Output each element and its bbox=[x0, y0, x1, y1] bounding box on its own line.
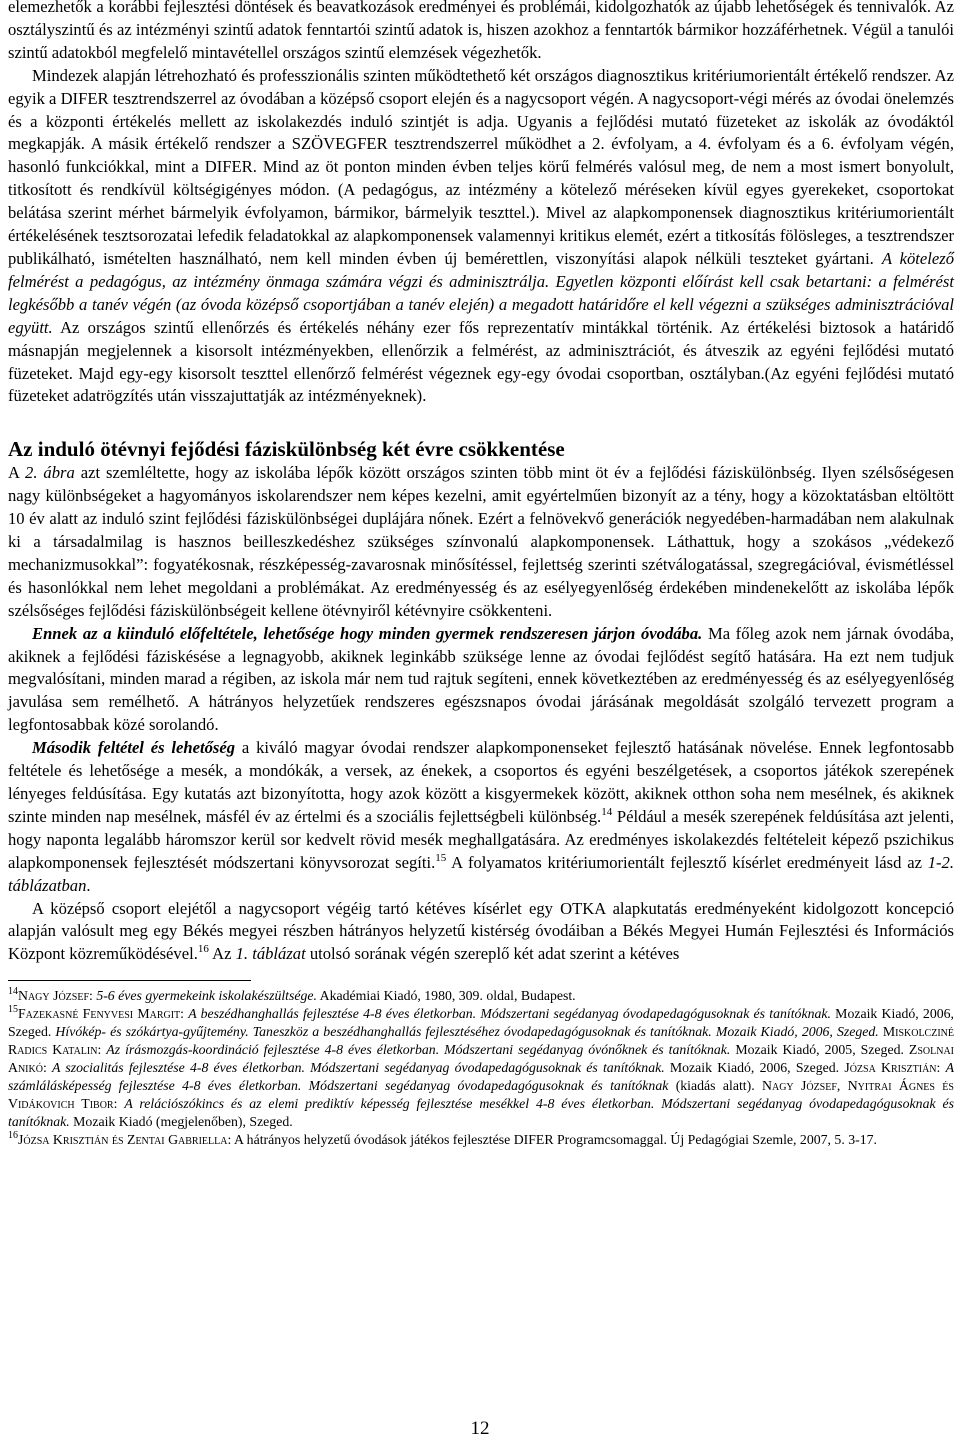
paragraph-second-condition bbox=[8, 737, 954, 897]
paragraph-text: Ma főleg azok nem járnak óvodába, akiknek a fejlődési fáziskésése a legnagyobb, akiknek leginkább szüksége lenne az óvodai fejlődést segítő hatására. Ha ezt nem tudjuk megvalósítani, minden marad a régiben, az iskola már nem tud rajtuk segíteni, ennek következtében az eredményesség és az esélyegyenlőség javulása sem remélhető. A hátrányos helyzetűek rendszeres egészsnapos óvodai járásának megoldását szolgáló tervezett program a legfontosabbak közé sorolandó. bbox=[8, 623, 954, 735]
paragraph-kindergarten-attendance bbox=[8, 623, 954, 738]
paragraph-text: utolsó sorának végén szereplő két adat szerint a kétéves bbox=[309, 944, 680, 964]
footnote-title: A szocialitás fejlesztése 4-8 éves életkorban. Módszertani segédanyag óvodapedagógusoknak és tanítóknak. bbox=[52, 1059, 665, 1075]
footnote-text: Mozaik Kiadó, 2006, Szeged. bbox=[669, 1059, 840, 1075]
emphasis-text: Ennek az a kiinduló előfeltétele, lehetősége hogy minden gyermek rendszeresen járjon óvodába. bbox=[32, 623, 703, 643]
footnote-author: Miskolcziné Radics Katalin bbox=[8, 1024, 954, 1057]
paragraph-phase-difference bbox=[8, 462, 954, 622]
footnote-title: A beszédhanghallás fejlesztése 4-8 éves életkorban. Módszertani segédanyag óvodapedagógusoknak és tanítóknak. bbox=[188, 1006, 831, 1022]
footnote-text: Mozaik Kiadó, 2006, Szeged. bbox=[8, 1006, 954, 1040]
footnote-author: Nagy József bbox=[18, 988, 90, 1004]
footnote-author: Józsa Krisztián bbox=[844, 1059, 937, 1075]
footnote-15: $^{15}$Fazekasné Fenyvesi Margit: A beszédhanghallás fejlesztése 4-8 éves életkorban. Módszertani segédanyag óvodapedagógusoknak és tanítóknak. Mozaik Kiadó, 2006, Szeged. Hívókép- és szókártya-gyűjtemény. Taneszköz a beszédhanghallás fejlesztéséhez óvodapedagógusoknak és tanítóknak. Mozaik Kiadó, 2006, Szeged. Miskolcziné Radics Katalin: Az írásmozgás-koordináció fejlesztése 4-8 éves életkorban. Módszertani segédanyag óvónőknek és tanítóknak. Mozaik Kiadó, 2005, Szeged. Zsolnai Anikó: A szocialitás fejlesztése 4-8 éves életkorban. Módszertani segédanyag óvodapedagógusoknak és tanítóknak. Mozaik Kiadó, 2006, Szeged. Józsa Krisztián: A számlálásképesség fejlesztése 4-8 éves életkorban. Módszertani segédanyag óvodapedagógusoknak és tanítóknak (kiadás alatt). Nagy József, Nyitrai Ágnes és Vidákovich Tibor: A relációszókincs és az elemi prediktív képesség fejlesztése mesékkel 4-8 éves életkorban. Módszertani segédanyag óvodapedagógusoknak és tanítóknak. Mozaik Kiadó (megjelenőben), Szeged. bbox=[8, 1004, 954, 1129]
paragraph-text: Például a mesék szerepének feldúsítása azt jelenti, hogy naponta legalább háromszor kerül sor kedvelt rövid mesék meghallgatására. Az eredményes iskolakezdés feltételeit képező pszichikus alapkomponensek fejlesztését módszertani könyvsorozat segíti. bbox=[8, 806, 954, 872]
footnote-author: Nagy József, Nyitrai Ágnes és Vidákovich Tibor bbox=[8, 1077, 954, 1111]
footnote-16: $^{16}$Józsa Krisztián és Zentai Gabriella: A hátrányos helyzetű óvodások játékos fejlesztése DIFER Programcsomaggal. Új Pedagógiai Szemle, 2007, 5. 3-17. bbox=[8, 1129, 877, 1147]
paragraph-data-analysis bbox=[8, 0, 954, 65]
footnote-ref-14[interactable]: 14 bbox=[601, 805, 613, 818]
paragraph-text: A középső csoport elejétől a nagycsoport végéig tartó kétéves kísérlet egy OTKA alapkutatás eredményeként kidolgozott koncepció alapján valósult meg egy Békés megyei részben hátrányos helyzetű kistérség óvodáiban a Békés Megyei Humán Fejlesztési és Információs Központ közreműködésével. bbox=[8, 898, 954, 964]
footnote-author: Józsa Krisztián és Zentai Gabriella bbox=[18, 1131, 228, 1147]
paragraph-text: Mindezek alapján létrehozható és professzionális szinten működtethető két országos diagnosztikus kritériumorientált értékelő rendszer. Az egyik a DIFER tesztrendszerrel az óvodában a középső csoport elején és a nagycsoport végén. A nagycsoport-végi mérés az óvodai önelemzés és a központi értékelés mellett az iskolakezdés induló szintjét is adja. Ugyanis a fejlődési mutató füzeteket az iskolák az óvodáktól megkapják. A másik értékelő rendszer a SZÖVEGFER tesztrendszerrel működhet a 2. évfolyam, a 4. évfolyam és a 6. évfolyam végén, hasonló funkciókkal, mint a DIFER. Mind az öt ponton minden évben teljes körű felmérés valósul meg, de nem a most ismert bonyolult, titkosított és rendkívül költségigényes módon. (A pedagógus, az intézmény a kötelező méréseken kívül egyes gyerekeket, csoportokat belátása szerint mérhet bármelyik évfolyamon, bármikor, bármelyik teszttel.). Mivel az alapkomponensek diagnosztikus kritériumorientált értékelésének tesztsorozatai lefedik feladatokkal az alapkomponensek valamennyi kritikus elemét, ezért a titkosítás fölösleges, a tesztrendszer publikálható, ismételten használható, nem kell minden évben új bemérettlen, viszonyítási alapok nélküli teszteket gyártani. bbox=[8, 65, 954, 268]
footnote-author: Fazekasné Fenyvesi Margit bbox=[18, 1006, 181, 1022]
paragraph-text: a kiváló magyar óvodai rendszer alapkomponenseket fejlesztő hatásának növelése. Ennek legfontosabb feltétele és lehetősége a mesék, a mondókák, a versek, az énekek, a csoportos és egyéni beszélgetések, a csoportos játékok szerepének lényeges feldúsítása. Egy kutatás azt bizonyította, hogy azok között a kisgyermekek között, akiknek otthon soha nem mesélnek, és akiknek szinte minden nap mesélnek, másfél év az értelmi és a szociális fejlettségbeli különbség. bbox=[8, 738, 954, 826]
footnote-title: A számlálásképesség fejlesztése 4-8 éves életkorban. Módszertani segédanyag óvodapedagógusoknak és tanítóknak bbox=[8, 1059, 954, 1093]
page-number: 12 bbox=[470, 1418, 490, 1439]
paragraph-text: Az bbox=[212, 944, 232, 964]
figure-reference: 2. ábra bbox=[25, 463, 75, 483]
paragraph-text: . bbox=[86, 875, 91, 895]
footnote-title: A relációszókincs és az elemi prediktív képesség fejlesztése mesékkel 4-8 éves életkorban. Módszertani segédanyag óvodapedagógusoknak és tanítóknak. bbox=[8, 1095, 954, 1129]
table-reference: 1-2. táblázatban bbox=[8, 852, 955, 895]
document-page bbox=[8, 0, 954, 1148]
footnote-separator bbox=[8, 980, 251, 981]
paragraph-text: Az országos szintű ellenőrzés és értékelés néhány ezer fős reprezentatív mintákkal történik. Az értékelési biztosok a határidő másnapján megjelennek a kisorsolt intézményekben, ellenőrzik a felmérést, az adminisztrációt, és átveszik az egyéni fejlődési mutató füzeteket. Majd egy-egy kisorsolt teszttel ellenőrző felmérést végeznek egy-egy óvodai csoportban, osztályban.(Az egyéni fejlődési mutató füzeteket adatrögzítés után visszajuttatják az intézményeknek). bbox=[8, 317, 954, 406]
footnote-ref-16[interactable]: 16 bbox=[197, 943, 209, 956]
footnote-text: (kiadás alatt). bbox=[675, 1077, 755, 1093]
emphasis-text: Második feltétel és lehetőség bbox=[32, 738, 236, 758]
footnote-number: 15 bbox=[8, 1004, 18, 1016]
footnote-ref-15[interactable]: 15 bbox=[435, 851, 447, 864]
section-heading: Az induló ötévnyi fejődési fáziskülönbség két évre csökkentése bbox=[8, 437, 565, 462]
footnote-author: Zsolnai Anikó bbox=[8, 1041, 954, 1075]
paragraph-text: A bbox=[8, 463, 20, 483]
footnote-number: 16 bbox=[8, 1129, 18, 1141]
paragraph-assessment-system bbox=[8, 65, 954, 409]
paragraph-text: elemezhetők a korábbi fejlesztési döntések és beavatkozások eredményei és problémái, kidolgozhatók az újabb lehetőségek és tennivalók. Az osztályszintű és az intézményi szintű adatok fenntartói szintű adatok is, hiszen azokhoz a fenntartók bármikor hozzáférhetnek. Végül a tanulói szintű adatokból megfelelő mintavétellel országos szintű elemzések végezhetők. bbox=[8, 0, 954, 62]
footnote-text: Mozaik Kiadó, 2005, Szeged. bbox=[735, 1041, 904, 1057]
footnote-number: 14 bbox=[8, 986, 18, 998]
paragraph-text: A folyamatos kritériumorientált fejlesztő kísérlet eredményeit lásd az bbox=[451, 852, 922, 872]
footnote-title: 5-6 éves gyermekeink iskolakészültsége. bbox=[96, 988, 317, 1004]
paragraph-text: azt szemléltette, hogy az iskolába lépők között országos szinten több mint öt év a fejlődési fáziskülönbség. Ilyen szélsőségesen nagy különbségeket a hagyományos iskolarendszer nem képes kezelni, amit egyértelműen bizonyít az a tény, hogy a közoktatásban eltöltött 10 év alatt az induló szint fejlődési fáziskülönbségei duplájára nőnek. Ezért a felnövekvő generációk negyedében-harmadában nem alakulnak ki a társadalmilag is hasznos beilleszkedéshez szükséges színvonalú alapkomponensek. Láthattuk, hogy a szokásos „védekező mechanizmusokkal”: fogyatékosnak, részképesség-zavarosnak minősítéssel, fejlettség szerinti szétválogatással, szegregációval, évismétléssel és hasonlókkal nem lehet megoldani a problémákat. Az eredményesség és az esélyegyenlőség érdekében mindenekelőtt az iskolába lépők szélsőséges fejlődési fáziskülönbségeit kellene ötévnyiről kétévnyire csökkenteni. bbox=[8, 463, 954, 620]
table-reference: 1. táblázat bbox=[235, 944, 306, 964]
footnote-text: Akadémiai Kiadó, 1980, 309. oldal, Budapest. bbox=[319, 988, 576, 1004]
footnote-text: Mozaik Kiadó (megjelenőben), Szeged. bbox=[73, 1113, 293, 1129]
paragraph-experiment bbox=[8, 898, 954, 967]
italic-text: A kötelező felmérést a pedagógus, az intézmény önmaga számára végzi és adminisztrálja. Egyetlen központi előírást kell csak betartani: a felmérést legkésőbb a tanév végén (az óvoda középső csoportjában a tanév elején) a megadott határidőre el kell végezni a szükséges adminisztrációval együtt. bbox=[8, 248, 954, 337]
footnote-text: A hátrányos helyzetű óvodások játékos fejlesztése DIFER Programcsomaggal. Új Pedagógiai Szemle, 2007, 5. 3-17. bbox=[234, 1131, 877, 1147]
footnote-title: Az írásmozgás-koordináció fejlesztése 4-8 éves életkorban. Módszertani segédanyag óvónőknek és tanítóknak. bbox=[106, 1041, 731, 1057]
footnote-14: $^{14}$Nagy József: 5-6 éves gyermekeink iskolakészültsége. Akadémiai Kiadó, 1980, 309. oldal, Budapest. bbox=[8, 986, 576, 1004]
footnotes bbox=[8, 987, 954, 1148]
footnote-title: Hívókép- és szókártya-gyűjtemény. Taneszköz a beszédhanghallás fejlesztéséhez óvodapedagógusoknak és tanítóknak. Mozaik Kiadó, 2006, Szeged. bbox=[55, 1024, 879, 1040]
